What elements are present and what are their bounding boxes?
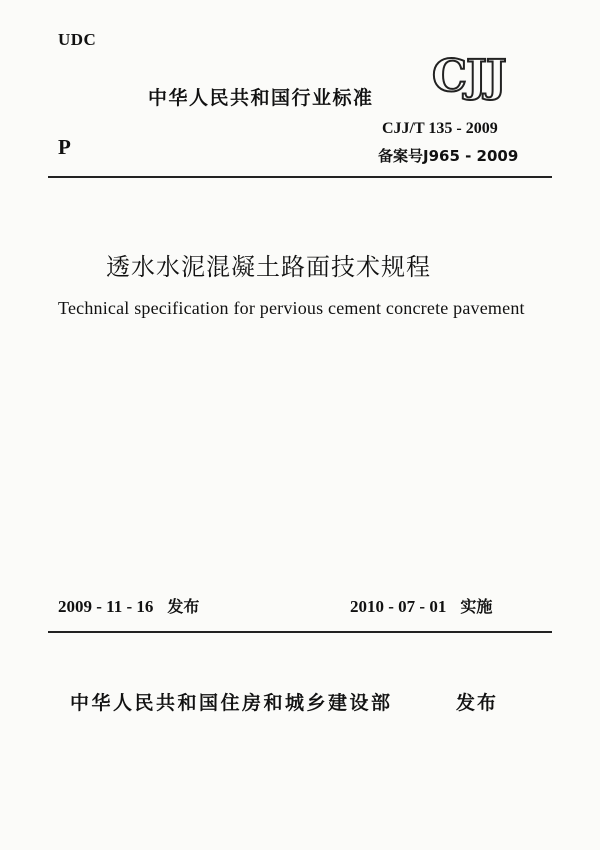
issue-date: 2009 - 11 - 16: [58, 597, 154, 616]
record-number: 备案号J965 - 2009: [378, 147, 519, 165]
industry-standard-title: 中华人民共和国行业标准: [148, 87, 374, 109]
udc-label: UDC: [58, 30, 97, 49]
document-title-english: Technical specification for pervious cement concrete pavement: [58, 298, 525, 318]
standard-number: CJJ/T 135 - 2009: [382, 120, 498, 137]
publisher-ministry: 中华人民共和国住房和城乡建设部: [70, 692, 393, 714]
middle-divider: [48, 631, 552, 633]
implement-date: 2010 - 07 - 01: [350, 597, 447, 616]
category-code: P: [58, 135, 71, 159]
implement-label: 实施: [460, 597, 493, 616]
issue-date-block: [58, 594, 199, 617]
cjj-logo: CJJ: [432, 51, 506, 102]
issue-label: 发布: [167, 597, 200, 616]
publisher-label: 发布: [456, 692, 499, 714]
implement-date-block: [350, 594, 492, 617]
top-divider: [48, 176, 552, 178]
document-title-chinese: 透水水泥混凝土路面技术规程: [106, 253, 431, 281]
